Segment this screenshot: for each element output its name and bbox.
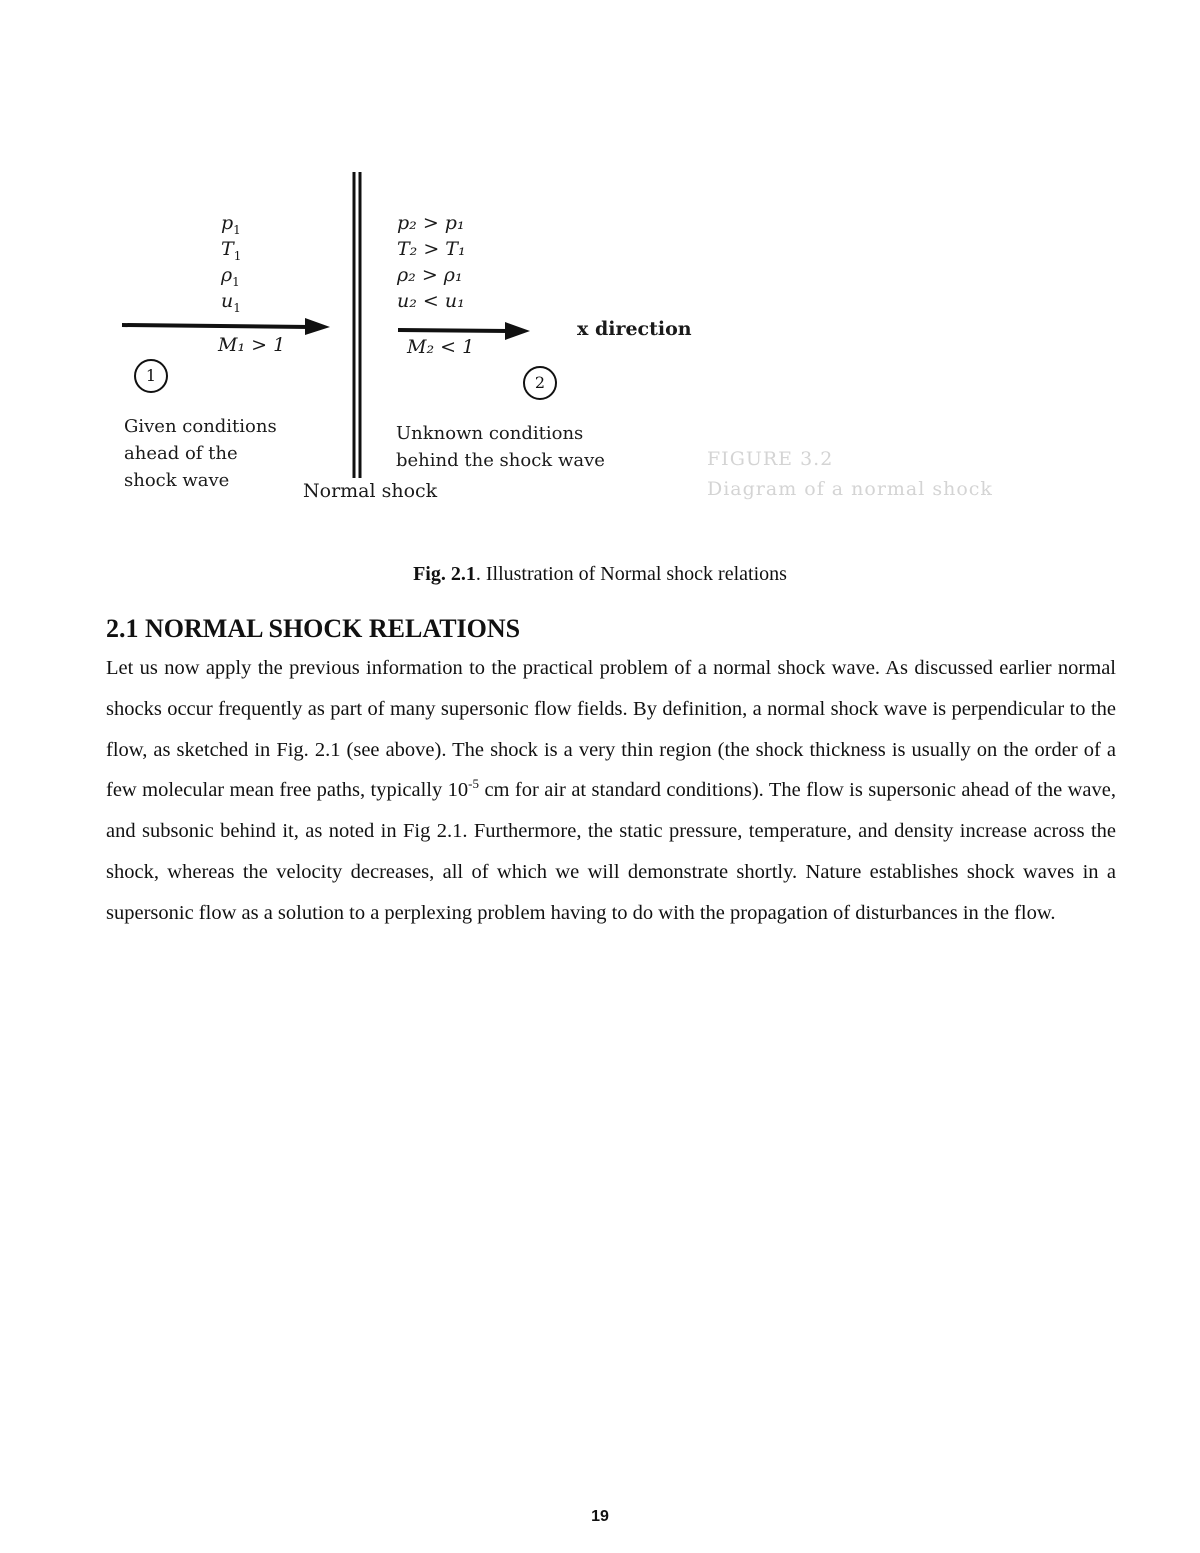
downstream-velocity: u₂ < u₁ <box>397 290 465 312</box>
upstream-arrowhead <box>305 318 330 335</box>
downstream-arrowhead <box>505 322 530 340</box>
downstream-mach: M₂ < 1 <box>407 336 475 358</box>
caption-label: Fig. 2.1 <box>413 563 476 585</box>
faded-figure-title: FIGURE 3.2 <box>707 448 834 470</box>
normal-shock-label: Normal shock <box>303 480 438 502</box>
downstream-flow-arrow <box>398 330 510 331</box>
region-1-marker: 1 <box>134 359 168 393</box>
x-direction-label: x direction <box>577 318 692 340</box>
faded-figure-subtitle: Diagram of a normal shock <box>707 478 993 500</box>
upstream-velocity: $u_1$ <box>221 290 241 315</box>
body-text-part-2: cm for air at standard conditions). The flow is supersonic ahead of the wave, and subsonic behind it, as noted in Fig 2.1. Furthermore, the static pressure, temperature, and density increase across the shock, whereas the velocity decreases, all of which we will demonstrate shortly. Nature establishes shock waves in a supersonic flow as a solution to a perplexing problem having to do with the propagation of disturbances in the flow. <box>106 779 1116 924</box>
downstream-pressure: p₂ > p₁ <box>397 212 465 234</box>
region-2-marker: 2 <box>523 366 557 400</box>
unknown-conditions-note: Unknown conditions behind the shock wave <box>396 423 605 471</box>
normal-shock-figure <box>100 160 1000 520</box>
upstream-temperature: $T_1$ <box>221 238 242 263</box>
exponent: -5 <box>468 776 480 792</box>
upstream-pressure: $p_1$ <box>221 212 241 237</box>
upstream-mach: M₁ > 1 <box>218 334 286 356</box>
page-number: 19 <box>591 1508 609 1525</box>
downstream-temperature: T₂ > T₁ <box>397 238 466 260</box>
upstream-flow-arrow <box>122 325 310 327</box>
body-text-part-1: Let us now apply the previous information to the practical problem of a normal shock wave. As discussed earlier normal shocks occur frequently as part of many supersonic flow fields. By definition, a normal shock wave is perpendicular to the flow, as sketched in Fig. 2.1 (see above). The shock is a very thin region (the shock thickness is usually on the order of a few molecular mean free paths, typically 10 <box>106 657 1116 802</box>
upstream-density: $\rho_1$ <box>221 264 240 289</box>
downstream-density: ρ₂ > ρ₁ <box>397 264 463 286</box>
given-conditions-note: Given conditions ahead of the shock wave <box>124 416 277 491</box>
body-paragraph <box>106 648 1116 934</box>
section-heading: 2.1 NORMAL SHOCK RELATIONS <box>106 614 521 643</box>
caption-text: . Illustration of Normal shock relations <box>475 563 787 585</box>
figure-caption <box>0 563 1200 586</box>
